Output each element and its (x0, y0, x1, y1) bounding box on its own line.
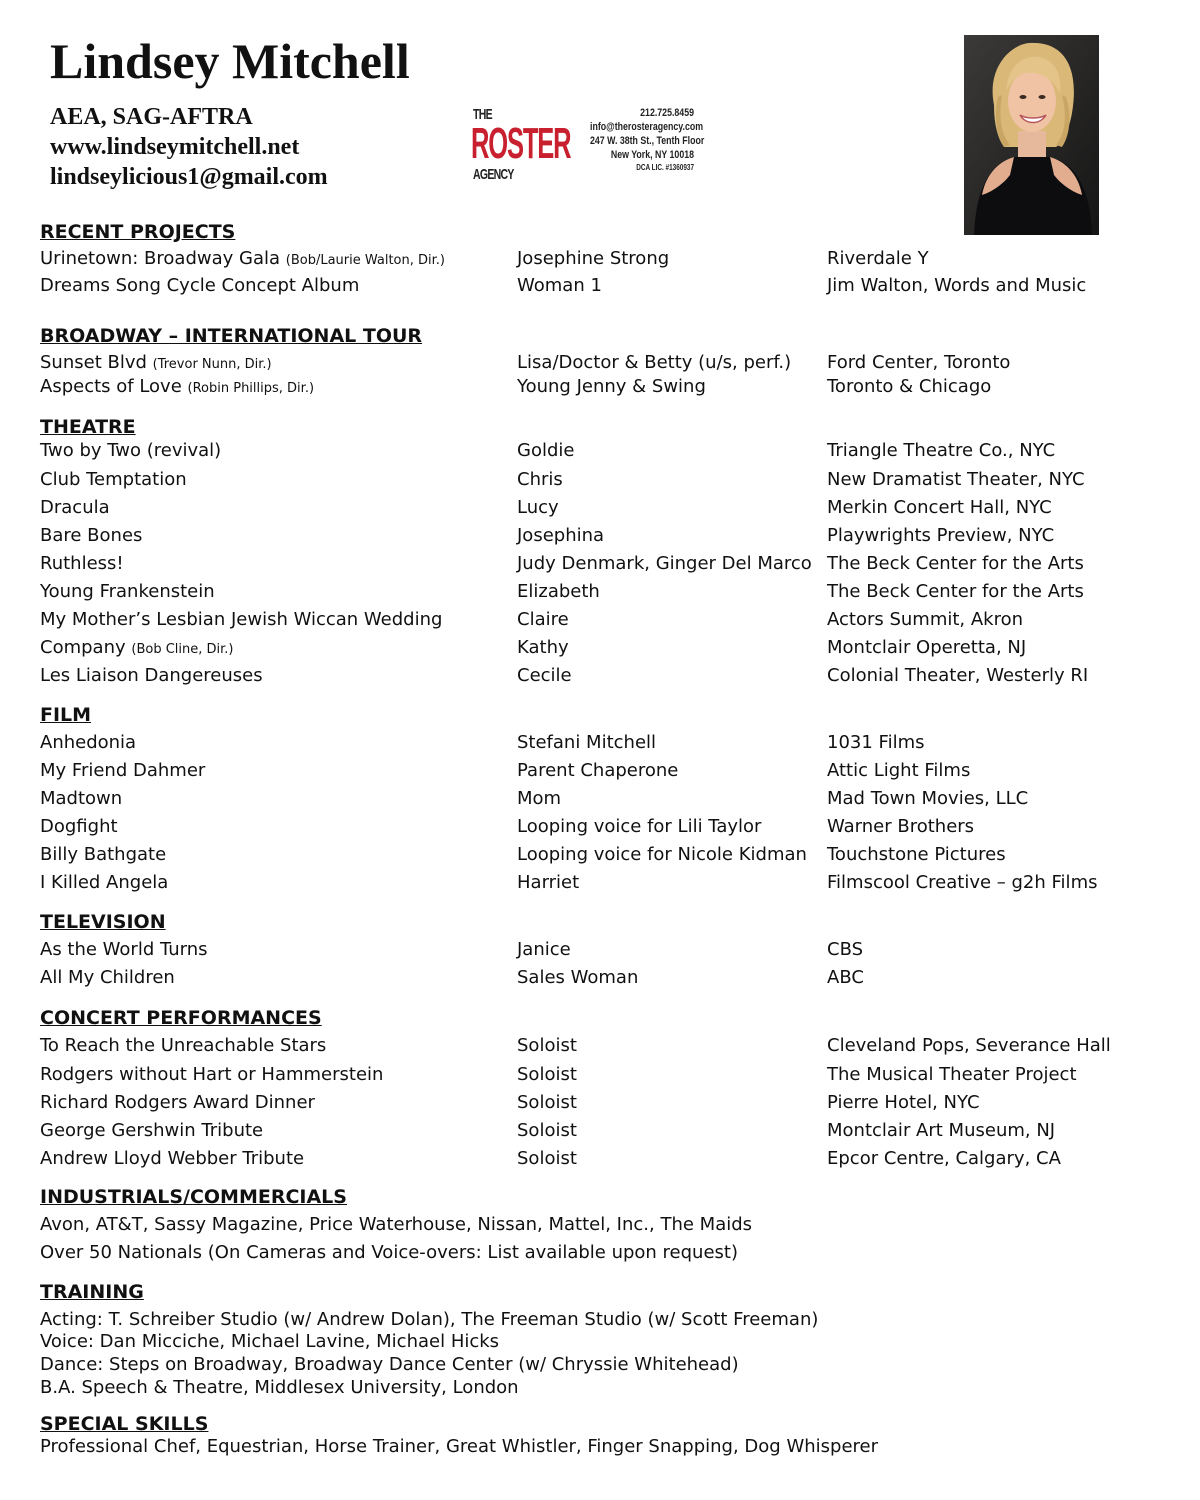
credit-title: Dogfight (40, 816, 118, 837)
section-film: FILM (40, 704, 92, 726)
credit-title: Richard Rodgers Award Dinner (40, 1092, 315, 1113)
credit-venue: Pierre Hotel, NYC (827, 1092, 980, 1113)
credit-venue: Cleveland Pops, Severance Hall (827, 1035, 1111, 1056)
credit-role: Soloist (517, 1148, 577, 1169)
table-row (40, 788, 1180, 812)
agency-license: DCA LIC. #1360937 (636, 163, 694, 172)
unions: AEA, SAG-AFTRA (50, 104, 253, 130)
credit-venue: Montclair Operetta, NJ (827, 637, 1027, 658)
agency-block (470, 106, 705, 188)
credit-director: (Trevor Nunn, Dir.) (152, 357, 272, 372)
credit-title: Anhedonia (40, 732, 137, 753)
table-row (40, 469, 1180, 493)
credit-title: Bare Bones (40, 525, 143, 546)
credit-title: Les Liaison Dangereuses (40, 665, 263, 686)
table-row (40, 816, 1180, 840)
credit-venue: Actors Summit, Akron (827, 609, 1024, 630)
agency-phone: 212.725.8459 (640, 107, 694, 119)
credit-venue: Triangle Theatre Co., NYC (827, 440, 1056, 461)
credit-role: Goldie (517, 440, 575, 461)
credit-venue: Touchstone Pictures (827, 844, 1006, 865)
credit-title: Dreams Song Cycle Concept Album (40, 275, 360, 296)
agency-address-line1: 247 W. 38th St., Tenth Floor (590, 135, 705, 147)
table-row (40, 1035, 1180, 1059)
credit-role: Soloist (517, 1064, 577, 1085)
credit-venue: The Musical Theater Project (827, 1064, 1077, 1085)
credit-role: Soloist (517, 1120, 577, 1141)
table-row (40, 440, 1180, 464)
table-row (40, 732, 1180, 756)
credit-title: Billy Bathgate (40, 844, 167, 865)
roster-agency-logo (470, 106, 571, 188)
credit-venue: CBS (827, 939, 864, 960)
credit-title: Sunset Blvd (40, 352, 147, 373)
credit-venue: Epcor Centre, Calgary, CA (827, 1148, 1061, 1169)
section-special-skills: SPECIAL SKILLS (40, 1413, 209, 1435)
agency-address-line2: New York, NY 10018 (610, 149, 694, 161)
credit-role: Sales Woman (517, 967, 639, 988)
table-row (40, 609, 1180, 633)
credit-role: Elizabeth (517, 581, 600, 602)
credit-role: Looping voice for Lili Taylor (517, 816, 762, 837)
credit-venue: The Beck Center for the Arts (827, 553, 1084, 574)
credit-venue: 1031 Films (827, 732, 925, 753)
table-row (40, 352, 1180, 376)
credit-title: George Gershwin Tribute (40, 1120, 264, 1141)
credit-director: (Bob Cline, Dir.) (131, 642, 234, 657)
credit-venue: Ford Center, Toronto (827, 352, 1011, 373)
table-row (40, 525, 1180, 549)
table-row (40, 939, 1180, 963)
credit-title: Dracula (40, 497, 110, 518)
table-row (40, 637, 1180, 661)
table-row (40, 665, 1180, 689)
table-row (40, 275, 1180, 299)
table-row (40, 967, 1180, 991)
credit-role: Lucy (517, 497, 559, 518)
website-link[interactable]: www.lindseymitchell.net (50, 134, 300, 160)
credit-venue: Colonial Theater, Westerly RI (827, 665, 1089, 686)
credit-role: Lisa/Doctor & Betty (u/s, perf.) (517, 352, 792, 373)
credit-venue: New Dramatist Theater, NYC (827, 469, 1085, 490)
headshot-photo (964, 35, 1099, 235)
actor-name: Lindsey Mitchell (50, 33, 410, 89)
credit-title: To Reach the Unreachable Stars (40, 1035, 327, 1056)
logo-agency: AGENCY (473, 166, 514, 183)
credit-director: (Bob/Laurie Walton, Dir.) (285, 253, 445, 268)
credit-title: Ruthless! (40, 553, 124, 574)
industrials-line: Over 50 Nationals (On Cameras and Voice-overs: List available upon request) (40, 1242, 739, 1263)
agency-contact (564, 106, 705, 174)
table-row (40, 553, 1180, 577)
credit-venue: Mad Town Movies, LLC (827, 788, 1029, 809)
credit-venue: Warner Brothers (827, 816, 975, 837)
credit-venue: The Beck Center for the Arts (827, 581, 1084, 602)
credit-venue: Playwrights Preview, NYC (827, 525, 1055, 546)
credit-venue: Toronto & Chicago (827, 376, 992, 397)
table-row (40, 1092, 1180, 1116)
credit-role: Josephina (517, 525, 605, 546)
section-industrials-commercials: INDUSTRIALS/COMMERCIALS (40, 1186, 347, 1208)
credit-role: Soloist (517, 1035, 577, 1056)
credit-role: Woman 1 (517, 275, 602, 296)
table-row (40, 760, 1180, 784)
credit-role: Claire (517, 609, 569, 630)
training-line: Voice: Dan Micciche, Michael Lavine, Michael Hicks (40, 1331, 500, 1352)
credit-role: Parent Chaperone (517, 760, 679, 781)
credit-title: Young Frankenstein (40, 581, 215, 602)
logo-the: THE (473, 106, 492, 123)
credit-venue: Attic Light Films (827, 760, 971, 781)
credit-venue: Montclair Art Museum, NJ (827, 1120, 1056, 1141)
section-concert-performances: CONCERT PERFORMANCES (40, 1007, 322, 1029)
skills-line: Professional Chef, Equestrian, Horse Trainer, Great Whistler, Finger Snapping, Dog Whisperer (40, 1436, 879, 1457)
credit-title: All My Children (40, 967, 175, 988)
credit-title: I Killed Angela (40, 872, 169, 893)
table-row (40, 248, 1180, 272)
section-broadway-tour: BROADWAY – INTERNATIONAL TOUR (40, 325, 423, 347)
credit-role: Soloist (517, 1092, 577, 1113)
credit-venue: Riverdale Y (827, 248, 929, 269)
table-row (40, 497, 1180, 521)
training-line: B.A. Speech & Theatre, Middlesex University, London (40, 1377, 519, 1398)
logo-roster: ROSTER (471, 119, 571, 168)
credit-venue: ABC (827, 967, 864, 988)
agency-email: info@therosteragency.com (590, 121, 704, 133)
section-television: TELEVISION (40, 911, 166, 933)
table-row (40, 1148, 1180, 1172)
section-training: TRAINING (40, 1281, 144, 1303)
credit-role: Janice (517, 939, 571, 960)
credit-title: Club Temptation (40, 469, 187, 490)
credit-title: Urinetown: Broadway Gala (40, 248, 281, 269)
credit-role: Chris (517, 469, 563, 490)
credit-title: My Mother’s Lesbian Jewish Wiccan Wedding (40, 609, 443, 630)
credit-title: Rodgers without Hart or Hammerstein (40, 1064, 384, 1085)
table-row (40, 1120, 1180, 1144)
email-link[interactable]: lindseylicious1@gmail.com (50, 164, 328, 190)
credit-venue: Filmscool Creative – g2h Films (827, 872, 1098, 893)
credit-role: Stefani Mitchell (517, 732, 657, 753)
section-recent-projects: RECENT PROJECTS (40, 221, 236, 243)
training-line: Acting: T. Schreiber Studio (w/ Andrew Dolan), The Freeman Studio (w/ Scott Freeman) (40, 1309, 819, 1330)
credit-title: Two by Two (revival) (40, 440, 222, 461)
section-theatre: THEATRE (40, 416, 136, 438)
credit-role: Mom (517, 788, 562, 809)
table-row (40, 1064, 1180, 1088)
credit-role: Harriet (517, 872, 580, 893)
credit-role: Cecile (517, 665, 572, 686)
training-line: Dance: Steps on Broadway, Broadway Dance Center (w/ Chryssie Whitehead) (40, 1354, 739, 1375)
industrials-line: Avon, AT&T, Sassy Magazine, Price Waterhouse, Nissan, Mattel, Inc., The Maids (40, 1214, 753, 1235)
table-row (40, 581, 1180, 605)
credit-title: As the World Turns (40, 939, 208, 960)
credit-title: Madtown (40, 788, 123, 809)
credit-role: Looping voice for Nicole Kidman (517, 844, 807, 865)
credit-director: (Robin Phillips, Dir.) (187, 381, 315, 396)
credit-role: Judy Denmark, Ginger Del Marco (517, 553, 812, 574)
credit-venue: Merkin Concert Hall, NYC (827, 497, 1052, 518)
credit-title: Company (40, 637, 126, 658)
credit-role: Young Jenny & Swing (517, 376, 706, 397)
credit-title: My Friend Dahmer (40, 760, 206, 781)
table-row (40, 844, 1180, 868)
table-row (40, 872, 1180, 896)
credit-title: Aspects of Love (40, 376, 182, 397)
credit-venue: Jim Walton, Words and Music (827, 275, 1087, 296)
credit-role: Kathy (517, 637, 569, 658)
table-row (40, 376, 1180, 400)
credit-title: Andrew Lloyd Webber Tribute (40, 1148, 305, 1169)
credit-role: Josephine Strong (517, 248, 670, 269)
